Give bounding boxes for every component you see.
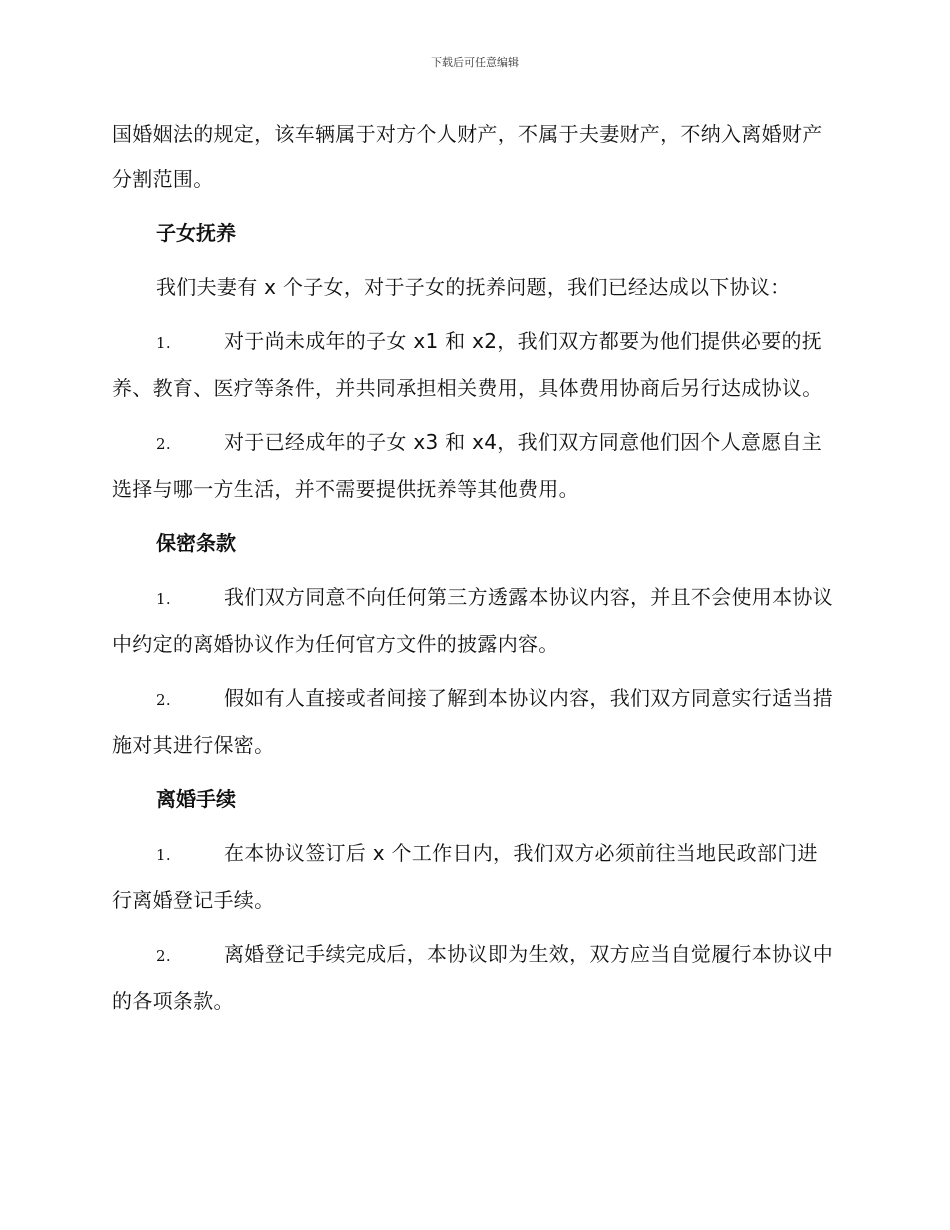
list-number: 1. xyxy=(156,846,171,864)
list-item-text: 对于尚未成年的子女 x1 和 x2，我们双方都要为他们提供必要的抚养、教育、医疗等条件，并共同承担相关费用，具体费用协商后另行达成协议。 xyxy=(112,329,823,400)
list-number: 2. xyxy=(156,435,171,453)
list-item-text: 假如有人直接或者间接了解到本协议内容，我们双方同意实行适当措施对其进行保密。 xyxy=(112,686,833,757)
section-intro-child-custody: 我们夫妻有 x 个子女，对于子女的抚养问题，我们已经达成以下协议： xyxy=(156,275,791,299)
list-item xyxy=(112,831,838,923)
list-item xyxy=(112,420,838,512)
section-heading-child-custody: 子女抚养 xyxy=(156,221,236,245)
list-number: 2. xyxy=(156,691,171,709)
section-heading-divorce-procedure: 离婚手续 xyxy=(156,787,236,811)
document-body xyxy=(112,112,838,1033)
list-item-text: 我们双方同意不向任何第三方透露本协议内容，并且不会使用本协议中约定的离婚协议作为任何官方文件的披露内容。 xyxy=(112,585,833,656)
list-number: 1. xyxy=(156,334,171,352)
section-heading-confidentiality: 保密条款 xyxy=(156,531,236,555)
list-item-text: 对于已经成年的子女 x3 和 x4，我们双方同意他们因个人意愿自主选择与哪一方生活，并不需要提供抚养等其他费用。 xyxy=(112,430,823,501)
header-note: 下载后可任意编辑 xyxy=(431,56,519,69)
intro-paragraph: 国婚姻法的规定，该车辆属于对方个人财产，不属于夫妻财产，不纳入离婚财产分割范围。 xyxy=(112,122,823,191)
list-number: 2. xyxy=(156,947,171,965)
list-item xyxy=(112,932,838,1024)
list-item xyxy=(112,319,838,411)
list-item-text: 离婚登记手续完成后，本协议即为生效，双方应当自觉履行本协议中的各项条款。 xyxy=(112,942,833,1013)
list-item xyxy=(112,676,838,768)
list-item xyxy=(112,575,838,667)
list-number: 1. xyxy=(156,590,171,608)
list-item-text: 在本协议签订后 x 个工作日内，我们双方必须前往当地民政部门进行离婚登记手续。 xyxy=(112,841,818,912)
